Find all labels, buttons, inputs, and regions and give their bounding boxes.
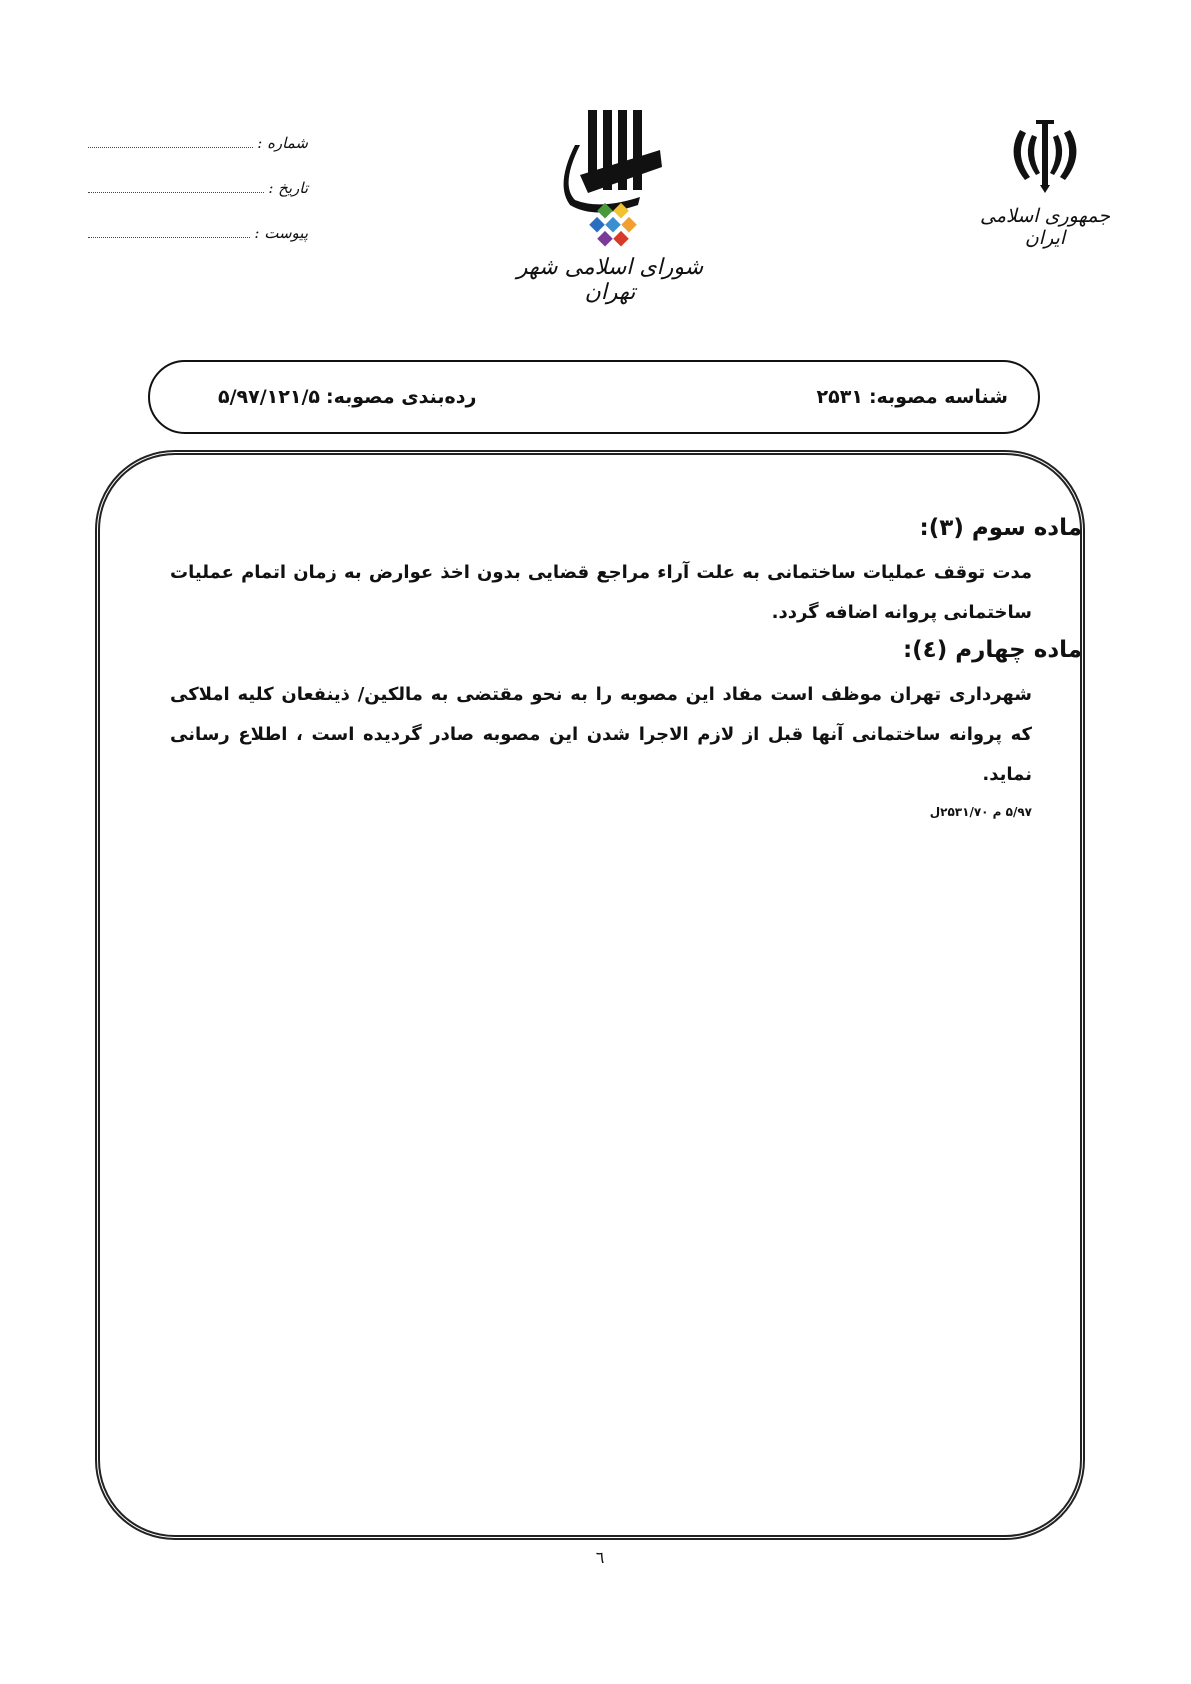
article-3-text: مدت توقف عملیات ساختمانی به علت آراء مراجع قضایی بدون اخذ عوارض به زمان اتمام عملیات ساختمانی پروانه اضافه گردد. <box>170 562 1032 623</box>
number-field: شماره : <box>88 120 308 165</box>
council-name: شورای اسلامی شهر تهران <box>516 255 704 305</box>
article-4-heading: ماده چهارم (٤): <box>902 637 1082 663</box>
iran-emblem-icon <box>1000 115 1090 195</box>
article-4-text: شهرداری تهران موظف است مفاد این مصوبه را به نحو مقتضی به مالکین/ ذینفعان کلیه املاکی که پروانه ساختمانی آنها قبل از لازم الاجرا شدن این مصوبه صادر گردیده است ، اطلاع رسانی نماید. <box>170 684 1032 785</box>
resolution-id-box <box>148 360 1040 434</box>
reference-code: ۵/۹۷ م ۲۵۳۱/۷۰ل <box>929 805 1032 819</box>
resolution-id: شناسه مصوبه: ۲۵۳۱ <box>816 386 1008 408</box>
resolution-content <box>170 515 1082 819</box>
resolution-classification: رده‌بندی مصوبه: ۵/۹۷/۱۲۱/۵ <box>218 386 477 408</box>
document-meta-fields <box>88 120 308 255</box>
article-3-heading: ماده سوم (۳): <box>919 515 1082 541</box>
council-calligraphy-icon <box>540 105 680 255</box>
country-name: جمهوری اسلامی ایران <box>980 205 1110 249</box>
tehran-council-logo <box>500 105 720 305</box>
attachment-field: پیوست : <box>88 210 308 255</box>
page-number: ٦ <box>595 1548 605 1567</box>
iran-emblem <box>960 115 1130 249</box>
date-field: تاریخ : <box>88 165 308 210</box>
